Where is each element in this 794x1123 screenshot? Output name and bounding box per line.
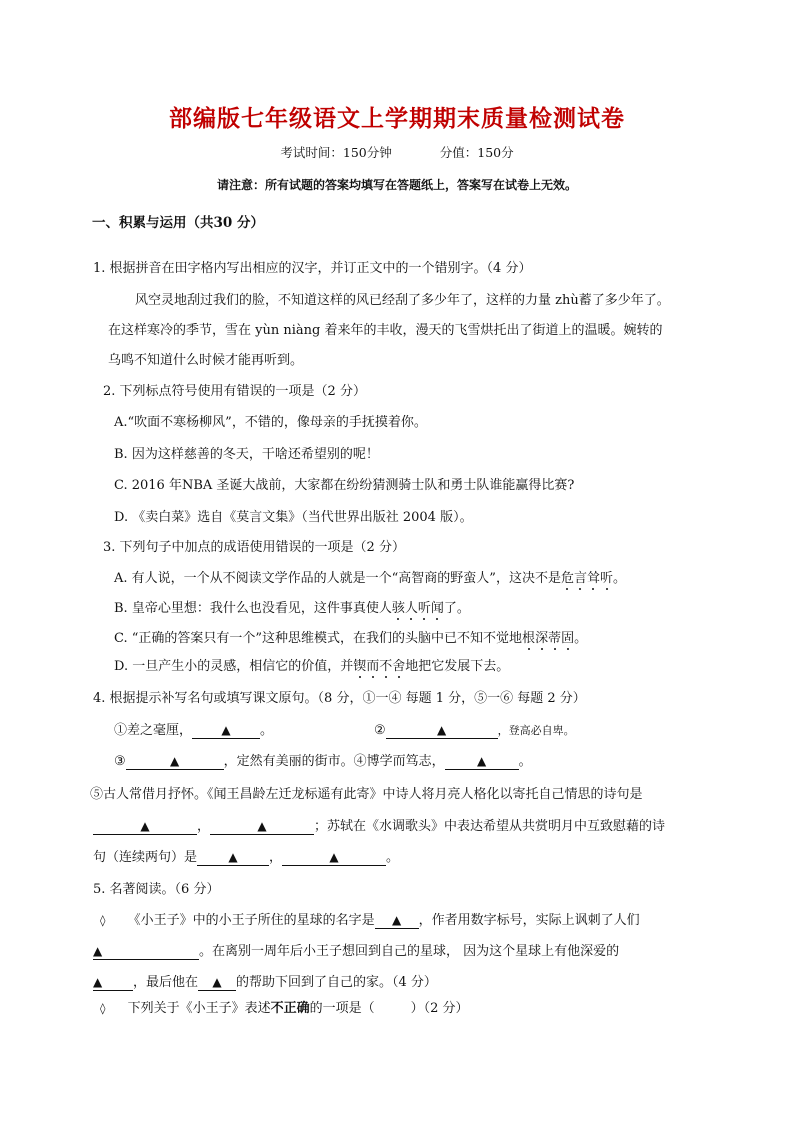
q2-option-c: C. 2016 年NBA 圣诞大战前，大家都在纷纷猜测骑士队和勇士队谁能赢得比赛? (114, 478, 575, 493)
q3-option-b: B. 皇帝心里想：我什么也没看见，这件事真使人骇人听闻了。 (114, 601, 470, 616)
exam-title: 部编版七年级语文上学期期末质量检测试卷 (169, 105, 625, 132)
q2-option-d: D. 《卖白菜》选自《莫言文集》（当代世界出版社 2004 版）。 (114, 510, 473, 525)
exam-meta (0, 144, 794, 162)
answer-blank[interactable]: ▲ (375, 913, 419, 929)
q4-item-5: ⑤古人常借月抒怀。《闻王昌龄左迁龙标遥有此寄》中诗人将月亮人格化以寄托自己情思的诗句是 (90, 787, 643, 802)
q5-stem: 5. 名著阅读。（6 分） (93, 882, 220, 897)
q3-stem: 3. 下列句子中加点的成语使用错误的一项是（2 分） (103, 540, 405, 555)
q1-line-2: 在这样寒冷的季节，雪在 yùn niàng 着来年的丰收，漫天的飞雪烘托出了街道上的温暖。婉转的 (108, 323, 663, 338)
q4-stem: 4. 根据提示补写名句或填写课文原句。（8 分，①一④ 每题 1 分，⑤一⑥ 每题 2 分） (93, 691, 586, 706)
answer-blank[interactable]: ▲ (445, 754, 519, 770)
q5-part-1-line-2: ▲ 。在离别一周年后小王子想回到自己的星球， 因为这个星球上有他深爱的 (93, 944, 620, 959)
q1-stem: 1. 根据拼音在田字格内写出相应的汉字，并订正文中的一个错别字。（4 分） (93, 261, 532, 276)
q5-part-1: ◊ 《小王子》中的小王子所住的星球的名字是 ▲ ，作者用数字标号，实际上讽刺了人们 (100, 913, 640, 928)
q2-option-b: B. 因为这样慈善的冬天，干啥还希望别的呢！ (114, 447, 379, 462)
notice: 请注意：所有试题的答案均填写在答题纸上，答案写在试卷上无效。 (216, 178, 577, 192)
q3-option-c: C. “正确的答案只有一个”这种思维模式，在我们的头脑中已不知不觉地根深蒂固。 (114, 631, 588, 646)
exam-time: 考试时间：150分钟 (280, 145, 392, 160)
bullet-icon: ◊ (100, 1002, 106, 1015)
answer-blank[interactable]: ▲ (210, 819, 314, 835)
answer-blank[interactable]: ▲ (192, 723, 260, 739)
q4-item-5-blanks: ▲ ， ▲ ；苏轼在《水调歌头》中表达希望从共赏明月中互致慰藉的诗 (93, 818, 665, 836)
q5-part-2: ◊ 下列关于《小王子》表述不正确的一项是（ ）（2 分） (100, 1001, 469, 1016)
q5-part-1-line-3: ▲ ，最后他在 ▲ 的帮助下回到了自己的家。（4 分） (93, 975, 437, 990)
q4-item-1: ①差之毫厘， ▲ 。 (114, 723, 274, 738)
answer-blank[interactable]: ▲ (198, 975, 236, 991)
answer-blank[interactable]: ▲ (126, 754, 224, 770)
q4-item-2: ② ▲ ，登高必自卑。 (374, 723, 575, 738)
section-heading: 一、积累与运用（共30 分） (92, 215, 264, 231)
answer-blank[interactable]: ▲ (93, 944, 199, 960)
bullet-icon: ◊ (100, 914, 106, 927)
answer-blank[interactable]: ▲ (386, 723, 498, 739)
q2-stem: 2. 下列标点符号使用有错误的一项是（2 分） (103, 384, 366, 399)
q4-item-6: 句（连续两句）是 ▲ ， ▲ 。 (93, 850, 400, 865)
q1-line-3: 乌鸣不知道什么时候才能再听到。 (108, 353, 304, 368)
q1-line-1: 风空灵地刮过我们的脸，不知道这样的风已经刮了多少年了，这样的力量 zhù蓄了多少年了。 (135, 293, 670, 308)
q2-option-a: A.“吹面不寒杨柳风”，不错的，像母亲的手抚摸着你。 (114, 415, 427, 430)
q3-option-d: D. 一旦产生小的灵感，相信它的价值，并锲而不舍地把它发展下去。 (114, 659, 510, 674)
exam-score: 分值：150分 (439, 145, 514, 160)
answer-blank[interactable]: ▲ (197, 850, 269, 866)
answer-blank[interactable]: ▲ (282, 850, 386, 866)
answer-blank[interactable]: ▲ (93, 819, 197, 835)
answer-blank[interactable]: ▲ (93, 975, 133, 991)
q3-option-a: A. 有人说，一个从不阅读文学作品的人就是一个“高智商的野蛮人”，这决不是危言耸听。 (114, 571, 627, 586)
q4-item-3: ③ ▲ ，定然有美丽的街市。④博学而笃志， ▲ 。 (114, 754, 532, 769)
